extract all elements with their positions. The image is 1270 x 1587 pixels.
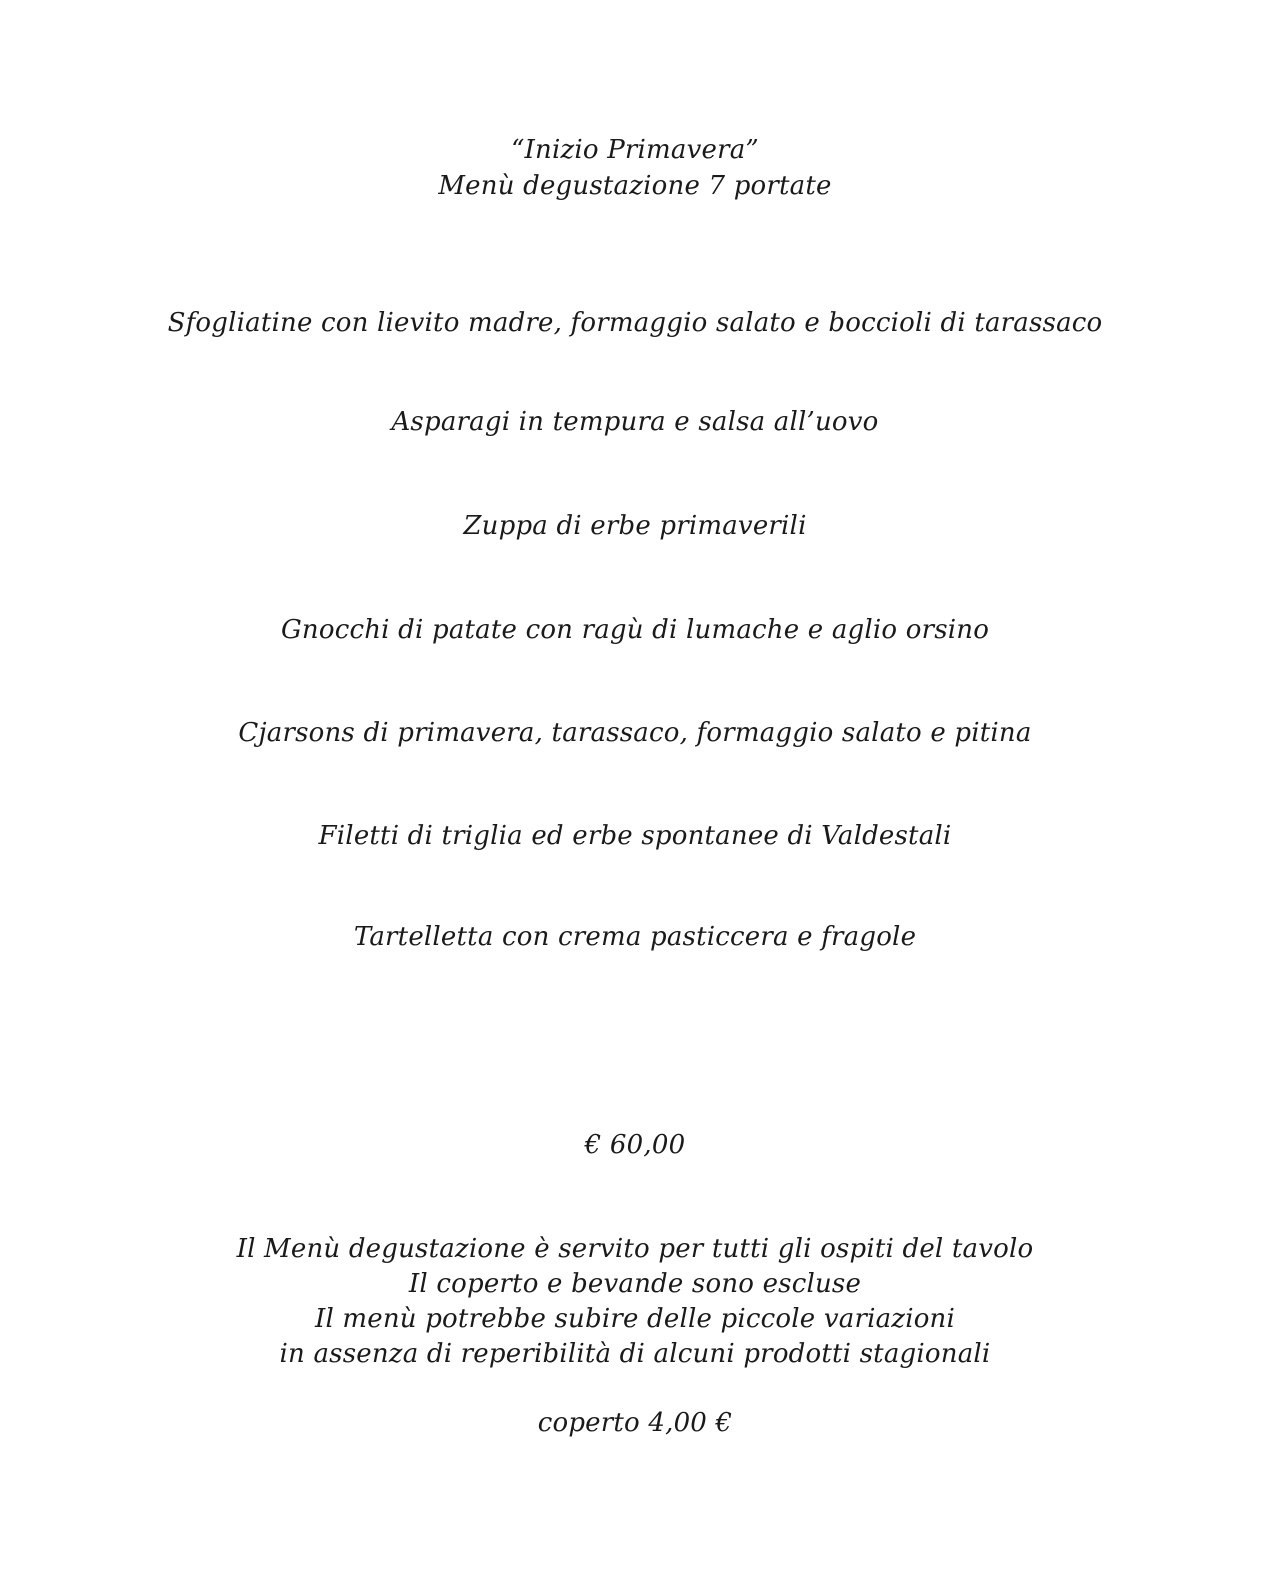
dish-item: Tartelletta con crema pasticcera e fragole bbox=[353, 922, 917, 952]
menu-note: in assenza di reperibilità di alcuni prodotti stagionali bbox=[279, 1339, 991, 1369]
menu-note: Il menù potrebbe subire delle piccole variazioni bbox=[314, 1304, 956, 1334]
cover-charge: coperto 4,00 € bbox=[537, 1408, 733, 1438]
dish-item: Gnocchi di patate con ragù di lumache e aglio orsino bbox=[280, 615, 990, 645]
dish-item: Zuppa di erbe primaverili bbox=[463, 511, 807, 541]
menu-price: € 60,00 bbox=[584, 1130, 686, 1160]
menu-note: Il coperto e bevande sono escluse bbox=[408, 1269, 862, 1299]
dish-item: Sfogliatine con lievito madre, formaggio salato e boccioli di tarassaco bbox=[167, 308, 1103, 338]
dish-item: Cjarsons di primavera, tarassaco, formaggio salato e pitina bbox=[238, 718, 1032, 748]
menu-subtitle: Menù degustazione 7 portate bbox=[438, 171, 832, 201]
dish-item: Filetti di triglia ed erbe spontanee di Valdestali bbox=[318, 821, 952, 851]
dish-item: Asparagi in tempura e salsa all’uovo bbox=[391, 407, 879, 437]
menu-title: “Inizio Primavera” bbox=[511, 135, 759, 165]
menu-note: Il Menù degustazione è servito per tutti gli ospiti del tavolo bbox=[236, 1234, 1034, 1264]
